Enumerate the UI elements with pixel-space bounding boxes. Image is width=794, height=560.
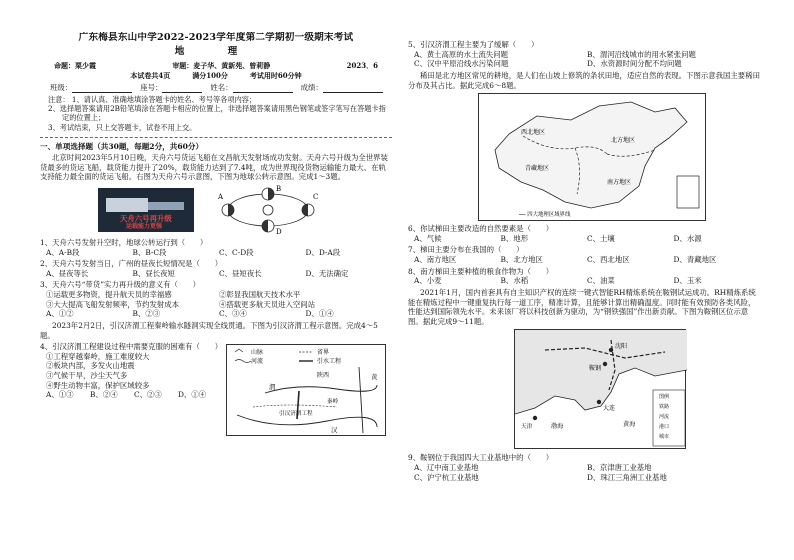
question-6: 6、你试梯田主要改造的自然要素是（ ） A、气候 B、地形 C、土壤 D、水源 xyxy=(408,224,760,243)
label-shenyang: 沈阳 xyxy=(615,343,628,351)
class-field[interactable]: 班级： xyxy=(50,83,132,93)
q5-option-d[interactable]: D、水资源时间分配不均问题 xyxy=(587,59,682,69)
label-project: 引汉济渭工程 xyxy=(279,411,313,418)
q7-option-b[interactable]: B、北方地区 xyxy=(500,255,543,264)
china-terrace-map xyxy=(478,93,706,221)
q5-option-a[interactable]: A、黄土高原的水土流失问题 xyxy=(414,49,509,59)
orbit-label-d: D xyxy=(276,227,282,235)
q9-option-d[interactable]: D、珠江三角洲工业基地 xyxy=(587,472,667,482)
city-anshan-icon xyxy=(603,362,607,366)
exam-date: 2023．6 xyxy=(346,60,378,70)
figure-row-1 xyxy=(98,185,392,235)
label-tianjin: 天津 xyxy=(521,424,533,431)
q3-option-c[interactable]: C、③④ xyxy=(219,309,247,319)
svg-text:河流: 河流 xyxy=(659,414,670,421)
photo-caption-2: 运载能力更强 xyxy=(126,222,163,230)
note-3: 3、考试结束，只上交答题卡，试卷不用上交。 xyxy=(48,122,197,132)
score-field[interactable]: 成绩： xyxy=(301,83,383,93)
exam-info-row xyxy=(40,71,392,80)
orbit-label-a: A xyxy=(218,192,224,201)
section-heading: 一、单项选择题（共30题，每题2分，共60分） xyxy=(40,142,204,152)
q6-option-c[interactable]: C、土壤 xyxy=(587,233,615,243)
page-count: 本试卷共4页 xyxy=(130,71,171,81)
exam-title: 广东梅县东山中学2022-2023学年度第二学期初一级期末考试 xyxy=(78,32,354,43)
label-shaanxi: 陕西 xyxy=(317,372,330,380)
right-column xyxy=(408,40,760,552)
photo-caption: 天舟六号再升级 xyxy=(120,213,172,223)
label-anshan: 鞍钢 xyxy=(589,365,602,373)
q1-option-b[interactable]: B、B-C段 xyxy=(132,247,167,257)
spacecraft-panel xyxy=(148,202,184,210)
q2-option-b[interactable]: B、昼长夜短 xyxy=(132,268,175,278)
question-5: 5、引汉济渭工程主要为了缓解（ ） A、黄土高原的水土流失问题 B、渭河沿线城市的用水紧张问题 C、汉中平原沿线水污染问题 D、水资源时间分配不均问题 xyxy=(408,40,760,69)
question-1: 1、天舟六号发射升空时，地球公转运行到（ ） A、A-B段 B、B-C段 C、C-D段 D、D-A段 xyxy=(40,238,392,257)
duration: 考试用时60分钟 xyxy=(249,71,302,81)
south-sea-inset xyxy=(677,176,699,208)
label-north: 北方地区 xyxy=(611,137,636,145)
question-8: 8、南方梯田主要种植的粮食作物为（ ） A、小麦 B、水稻 C、油菜 D、玉米 xyxy=(408,267,760,286)
question-7: 7、梯田主要分布在我国的（ ） A、南方地区 B、北方地区 C、西北地区 D、青藏地区 xyxy=(408,245,760,264)
q8-option-d[interactable]: D、玉米 xyxy=(673,276,702,286)
yellow-river xyxy=(359,367,363,433)
water-project-map xyxy=(226,344,386,436)
spacecraft-body xyxy=(106,198,148,212)
q1-option-a[interactable]: A、A-B段 xyxy=(46,247,80,257)
label-qingzang: 青藏地区 xyxy=(525,165,550,173)
q8-option-b[interactable]: B、水稻 xyxy=(500,276,529,286)
city-shenyang-icon xyxy=(609,348,613,352)
qinling-range xyxy=(253,405,337,407)
note-1: 注意： 1、请认真、准确地填涂答题卡的姓名、考号等各项内容； xyxy=(48,94,257,104)
author-row xyxy=(40,61,392,70)
question-3: 3、天舟六号“带货”实力再升级的意义有（ ） ①运载更多物资，提升航天员的幸福感 ②彰显我国航天技术水平 ③大大提高飞船发射频率，节约发射成本 ④搭载更多航天员进入空间站 A、①② B、②③ C、③④ D、①④ xyxy=(40,280,392,319)
intro-q1-3: 北京时间2023年5月10日晚，天舟六号货运飞船在文昌航天发射场成功发射。天舟六号升级为全世界装货最多的货运飞船，载货能力提升了20%，载货能力达到了7.4吨，成为世界现役货物运输能力最大、在轨支持能力最全面的货运飞船。右图为天舟六号示意图，下图为地球公转示意图。完成1～3题。 xyxy=(40,153,388,182)
legend-river: 河流 xyxy=(251,358,264,366)
question-4-block xyxy=(40,342,392,436)
exam-notes xyxy=(40,95,392,132)
q7-option-d[interactable]: D、青藏地区 xyxy=(673,255,717,264)
label-northwest: 西北地区 xyxy=(521,129,546,137)
question-2: 2、天舟六号发射当日，广州的昼夜长短情况是（ ） A、昼夜等长 B、昼长夜短 C、昼短夜长 D、无法确定 xyxy=(40,259,392,278)
china-outline xyxy=(495,102,687,208)
label-wei: 渭 xyxy=(269,383,276,392)
label-qinling: 秦岭 xyxy=(327,399,339,406)
q5-option-b[interactable]: B、渭河沿线城市的用水紧张问题 xyxy=(587,49,696,59)
q4-option-b[interactable]: B、②④ xyxy=(90,390,118,400)
q1-option-c[interactable]: C、C-D段 xyxy=(219,247,254,257)
orbit-label-c: C xyxy=(313,192,319,201)
earth-orbit-diagram xyxy=(216,185,320,235)
legend-project: 引水工程 xyxy=(317,358,342,366)
sun-icon xyxy=(263,205,273,215)
city-dalian-icon xyxy=(597,400,601,404)
intro-q6-8: 稀田是北方地区常见的耕地，是人们在山坡上修筑的条状田地，适应自然的表现。下图示意我国主要稀田分布及其占比。据此完成6～8题。 xyxy=(408,70,760,90)
name-field[interactable]: 姓名： xyxy=(210,83,292,93)
label-dalian: 大连 xyxy=(603,405,616,413)
q9-option-a[interactable]: A、辽中南工业基地 xyxy=(414,463,479,472)
full-score: 满分100分 xyxy=(192,71,228,81)
q6-option-a[interactable]: A、气候 xyxy=(414,233,442,243)
seat-field[interactable]: 座号： xyxy=(140,83,202,93)
q4-option-a[interactable]: A、①③ xyxy=(46,390,74,400)
q8-option-c[interactable]: C、油菜 xyxy=(587,276,615,286)
q2-option-a[interactable]: A、昼夜等长 xyxy=(46,268,89,278)
note-2: 2、选择题答案请用2B铅笔填涂在答题卡相应的位置上，非选择题答案请用黑色钢笔或签字笔写在答题卡指定的位置上； xyxy=(48,104,386,123)
q3-option-d[interactable]: D、①④ xyxy=(305,309,334,319)
q2-option-d[interactable]: D、无法确定 xyxy=(305,268,349,278)
left-column xyxy=(40,32,392,552)
label-bohai: 渤海 xyxy=(551,423,564,431)
label-south: 南方地区 xyxy=(607,179,632,187)
q7-option-c[interactable]: C、西北地区 xyxy=(587,255,630,264)
question-4: 4、引汉济渭工程建设过程中需要克服的困难有（ ） ①工程穿越秦岭，施工难度较大 ②板块内部，多发火山地震 ③气候干旱，沙尘天气多 ④野生动物丰富，保护区域较多 A、①③ B、②④ C、②③ D、①④ xyxy=(40,342,223,400)
q6-option-d[interactable]: D、水源 xyxy=(673,233,702,243)
legend-border: 省界 xyxy=(317,349,330,357)
q7-option-a[interactable]: A、南方地区 xyxy=(414,255,457,264)
svg-text:图例: 图例 xyxy=(659,394,670,401)
intro-q4-5: 2023年2月2日，引汉济渭工程秦岭输水隧洞实现全线贯通。下图为引汉济渭工程示意图。完成4～5题。 xyxy=(40,320,378,340)
q4-option-d[interactable]: D、①④ xyxy=(178,390,207,400)
q4-option-c[interactable]: C、②③ xyxy=(134,390,162,400)
q2-option-c[interactable]: C、昼短夜长 xyxy=(219,268,262,278)
svg-text:港口: 港口 xyxy=(659,424,670,431)
anshan-location-map xyxy=(514,329,686,449)
student-info-row xyxy=(40,83,392,93)
intro-q9-11: 2021年1月，国内首套具有自主知识产权的连续一键式智能RH精炼系统在鞍钢试运成功。RH精炼系统能在精炼过程中一键重复执行每一道工序，精准计算，且能够计算出精确温度。同时能有效预防各类风险，性能达到国际领先水平。未来该厂将以科技创新为驱动，为“钢铁强国”作出新贡献。下图为鞍钢区位示意图。据此完成9～11题。 xyxy=(408,287,756,326)
legend-mountain: 山脉 xyxy=(251,349,264,357)
map-note: ── 四大地理区域界线 xyxy=(519,212,571,219)
q5-option-c[interactable]: C、汉中平原沿线水污染问题 xyxy=(414,59,509,69)
orbit-label-b: B xyxy=(276,184,282,193)
svg-text:城市: 城市 xyxy=(659,434,670,441)
divider xyxy=(40,137,392,138)
svg-text:铁路: 铁路 xyxy=(659,404,670,411)
spacecraft-photo xyxy=(98,188,194,232)
q8-option-a[interactable]: A、小麦 xyxy=(414,276,442,286)
q6-option-b[interactable]: B、地形 xyxy=(500,233,529,243)
q1-option-d[interactable]: D、D-A段 xyxy=(305,247,341,257)
q9-option-c[interactable]: C、沪宁杭工业基地 xyxy=(414,472,479,482)
question-9: 9、鞍钢位于我国四大工业基地中的（ ） A、辽中南工业基地 B、京津唐工业基地 C、沪宁杭工业基地 D、珠江三角洲工业基地 xyxy=(408,453,760,482)
setter: 命题：栗少霞 xyxy=(54,60,96,70)
label-huanghai: 黄海 xyxy=(623,421,636,429)
subject-title: 地 理 xyxy=(174,46,258,58)
label-huang: 黄 xyxy=(371,373,378,382)
q3-option-b[interactable]: B、②③ xyxy=(132,309,161,319)
label-han: 汉 xyxy=(331,426,338,435)
q3-option-a[interactable]: A、①② xyxy=(46,309,74,319)
reviewers: 审题：麦子华、黄新苑、曾莉静 xyxy=(172,60,271,70)
city-tianjin-icon xyxy=(533,416,537,420)
q9-option-b[interactable]: B、京津唐工业基地 xyxy=(587,463,652,472)
